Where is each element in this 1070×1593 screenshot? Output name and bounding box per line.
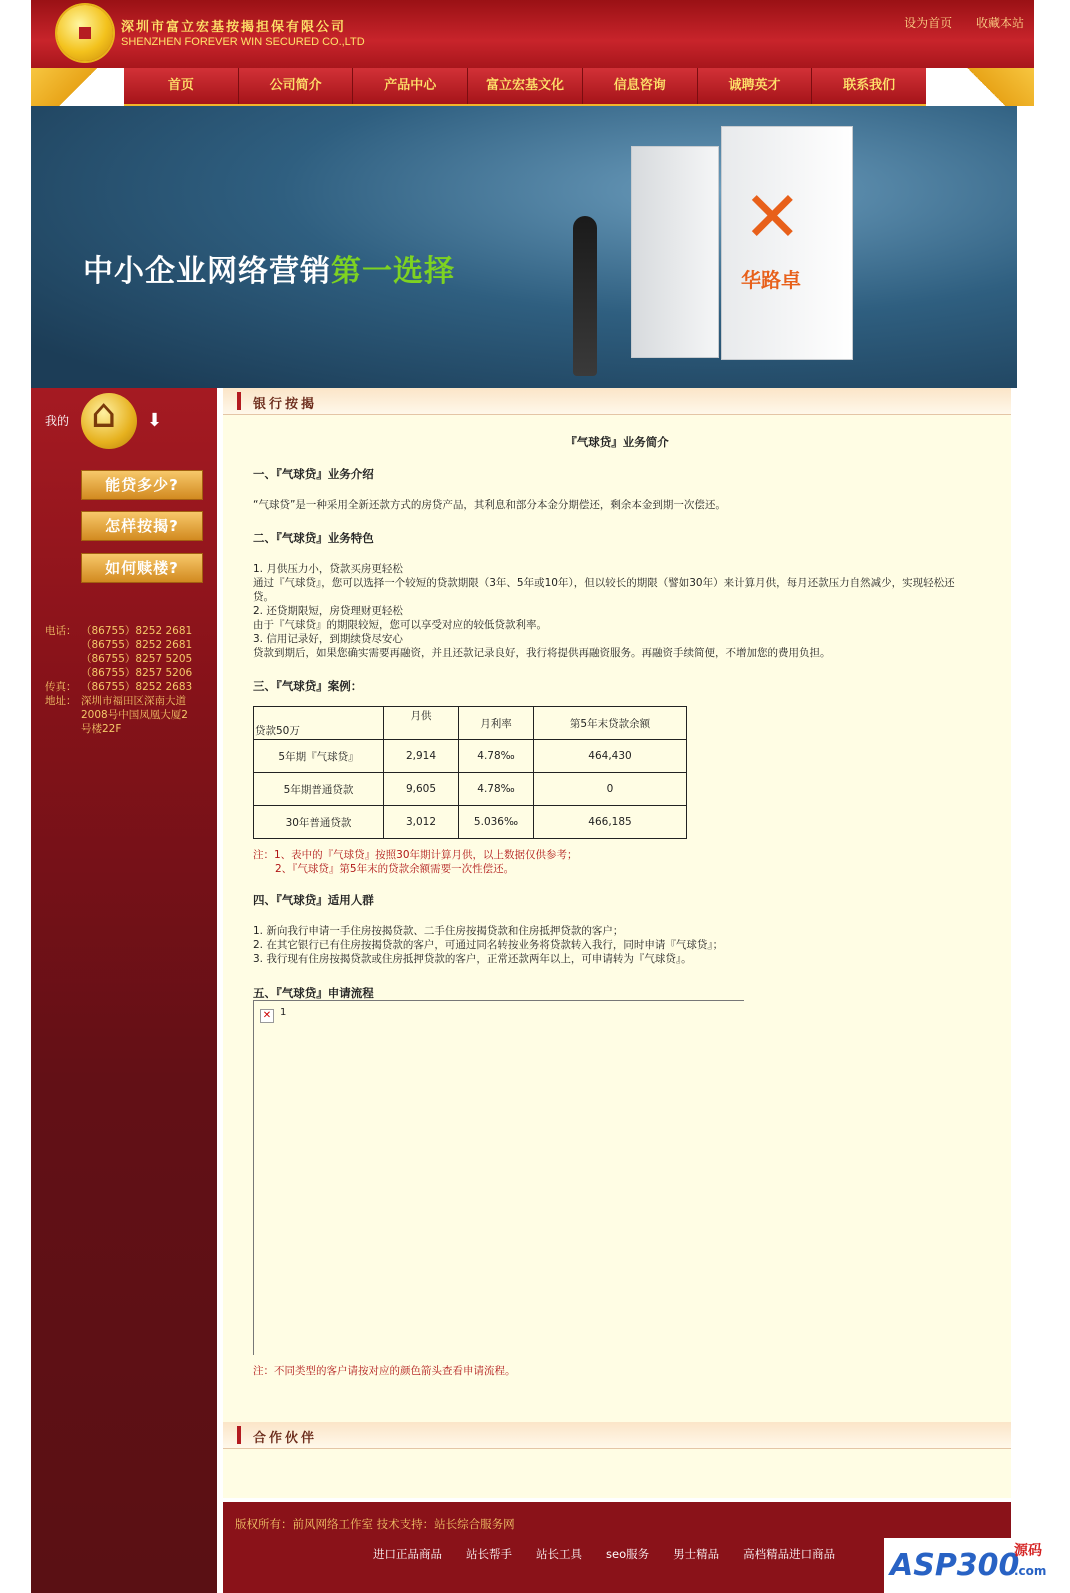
- phone-value: （86755）8257 5205: [81, 653, 193, 665]
- copyright-text: 版权所有：前风网络工作室 技术支持：站长综合服务网: [235, 1517, 515, 1531]
- heading-process: 五、『气球贷』申请流程: [253, 986, 374, 1000]
- arrow-down-icon: ⬇: [147, 410, 163, 431]
- table-notes: [253, 848, 973, 876]
- hero-banner[interactable]: [31, 106, 1017, 388]
- nav-jobs[interactable]: 诚聘英才: [698, 68, 813, 104]
- table-cell: 464,430: [534, 740, 687, 773]
- nav-culture[interactable]: 富立宏基文化: [468, 68, 583, 104]
- partners-title: 合作伙伴: [253, 1431, 318, 1446]
- phone-label: [45, 666, 81, 680]
- bookmark-link[interactable]: 收藏本站: [975, 16, 1024, 30]
- partners-header: [223, 1422, 1011, 1449]
- nav-info[interactable]: 信息咨询: [583, 68, 698, 104]
- table-row: [254, 740, 687, 773]
- main-content: [223, 388, 1011, 1498]
- phone-value: （86755）8257 5206: [81, 667, 193, 679]
- audience-list: [253, 924, 973, 966]
- table-row: [254, 806, 687, 839]
- table-header-row: [254, 707, 687, 740]
- article-title: 『气球贷』业务简介: [565, 435, 669, 449]
- table-cell: 0: [534, 773, 687, 806]
- company-logo-icon[interactable]: [57, 5, 113, 61]
- address-value: 深圳市福田区深南大道2008号中国凤凰大厦2号楼22F: [81, 695, 188, 735]
- banner-cube-left: [631, 146, 719, 358]
- site-header: [31, 0, 1034, 68]
- fax-value: （86755）8252 2683: [81, 681, 193, 693]
- address-label: 地址：: [45, 695, 77, 707]
- table-cell: 5年期『气球贷』: [254, 740, 384, 773]
- set-homepage-link[interactable]: 设为首页: [904, 16, 953, 30]
- features-list: [253, 562, 973, 660]
- footer-link[interactable]: 站长帮手: [466, 1547, 512, 1561]
- phone-label: [45, 652, 81, 666]
- intro-text: “气球贷”是一种采用全新还款方式的房贷产品，其利息和部分本金分期偿还，剩余本金到期一次偿还。: [253, 499, 726, 511]
- table-cell: 4.78‰: [459, 740, 534, 773]
- nav-left-ornament: [31, 68, 126, 106]
- footer-link[interactable]: 进口正品商品: [373, 1547, 442, 1561]
- process-image-frame: [253, 1000, 744, 1355]
- nav-products[interactable]: 产品中心: [353, 68, 468, 104]
- table-cell: 466,185: [534, 806, 687, 839]
- nav-contact[interactable]: 联系我们: [843, 78, 896, 93]
- note-line: 注：1、表中的『气球贷』按照30年期计算月供，以上数据仅供参考；: [253, 849, 578, 861]
- how-redeem-button[interactable]: 如何赎楼?: [81, 553, 203, 583]
- phone-value: （86755）8252 2681: [81, 639, 193, 651]
- watermark-text: ASP300: [890, 1548, 1020, 1583]
- left-sidebar: [31, 388, 217, 1593]
- phone-label: [45, 638, 81, 652]
- footer-links: [373, 1546, 859, 1562]
- banner-brand-name: 华路卓: [741, 268, 801, 292]
- table-cell: 5.036‰: [459, 806, 534, 839]
- phone-value: （86755）8252 2681: [81, 625, 193, 637]
- feature-line: 由于『气球贷』的期限较短，您可以享受对应的较低贷款利率。: [253, 619, 547, 631]
- watermark-text: 源码: [1014, 1543, 1042, 1559]
- table-header-cell: 月供: [384, 707, 459, 740]
- heading-features: 二、『气球贷』业务特色: [253, 531, 374, 545]
- mine-label: 我的: [45, 414, 70, 428]
- asp300-watermark-logo: [884, 1538, 1060, 1593]
- nav-right-ornament: [939, 68, 1034, 106]
- footer-link[interactable]: 站长工具: [536, 1547, 582, 1561]
- heading-intro: 一、『气球贷』业务介绍: [253, 467, 374, 481]
- fax-label: 传真：: [45, 681, 77, 693]
- footer-link[interactable]: 高档精品进口商品: [743, 1547, 836, 1561]
- feature-line: 贷款到期后，如果您确实需要再融资，并且还款记录良好，我行将提供再融资服务。再融资手续简便，不增加您的费用负担。: [253, 647, 831, 659]
- audience-line: 2. 在其它银行已有住房按揭贷款的客户，可通过同名转按业务将贷款转入我行，同时申请『气球贷』；: [253, 939, 724, 951]
- company-name-en: SHENZHEN FOREVER WIN SECURED CO.,LTD: [121, 36, 365, 48]
- feature-line: 2. 还贷期限短，房贷理财更轻松: [253, 605, 403, 617]
- main-nav: [124, 68, 926, 106]
- banner-slogan: 中小企业网络营销第一选择: [83, 254, 455, 289]
- footer-link[interactable]: seo服务: [606, 1547, 650, 1561]
- house-icon: [81, 393, 137, 449]
- table-cell: 2,914: [384, 740, 459, 773]
- businessman-figure: [573, 216, 597, 376]
- audience-line: 3. 我行现有住房按揭贷款或住房抵押贷款的客户，正常还款两年以上，可申请转为『气球贷』。: [253, 953, 692, 965]
- section-title: 银行按揭: [253, 397, 318, 412]
- audience-line: 1. 新向我行申请一手住房按揭贷款、二手住房按揭贷款和住房抵押贷款的客户；: [253, 925, 624, 937]
- case-table: [253, 706, 687, 839]
- feature-line: 3. 信用记录好，到期续贷尽安心: [253, 633, 403, 645]
- table-cell: 4.78‰: [459, 773, 534, 806]
- company-name-cn: 深圳市富立宏基按揭担保有限公司: [121, 20, 347, 35]
- table-cell: 3,012: [384, 806, 459, 839]
- section-marker: [237, 1426, 241, 1444]
- phone-label: 电话：: [45, 625, 77, 637]
- how-much-loan-button[interactable]: 能贷多少?: [81, 470, 203, 500]
- feature-line: 通过『气球贷』，您可以选择一个较短的贷款期限（3年、5年或10年），但以较长的期限（譬如30年）来计算月供，每月还款压力自然减少，实现轻松还贷。: [253, 577, 955, 603]
- contact-info: [45, 624, 193, 736]
- heading-case: 三、『气球贷』案例：: [253, 679, 363, 693]
- table-header-cell: 贷款50万: [254, 707, 384, 740]
- main-nav-bar: [31, 68, 1034, 106]
- image-alt-text: 1: [280, 1007, 287, 1018]
- table-header-cell: 第5年末贷款余额: [534, 707, 687, 740]
- how-mortgage-button[interactable]: 怎样按揭?: [81, 511, 203, 541]
- table-row: [254, 773, 687, 806]
- table-cell: 9,605: [384, 773, 459, 806]
- brand-x-logo-icon: ✕: [743, 176, 802, 258]
- table-cell: 30年普通贷款: [254, 806, 384, 839]
- top-links: [884, 14, 1024, 31]
- watermark-text: .com: [1014, 1564, 1047, 1578]
- section-marker: [237, 392, 241, 410]
- nav-about[interactable]: 公司简介: [239, 68, 354, 104]
- heading-audience: 四、『气球贷』适用人群: [253, 893, 374, 907]
- table-cell: 5年期普通贷款: [254, 773, 384, 806]
- feature-line: 1. 月供压力小，贷款买房更轻松: [253, 563, 403, 575]
- process-note: 注：不同类型的客户请按对应的颜色箭头查看申请流程。: [253, 1365, 516, 1377]
- table-header-cell: 月利率: [459, 707, 534, 740]
- note-line: 2、『气球贷』第5年末的贷款余额需要一次性偿还。: [275, 863, 515, 875]
- broken-image-icon: ✕: [260, 1009, 274, 1023]
- footer-link[interactable]: 男士精品: [673, 1547, 720, 1561]
- section-header: [223, 388, 1011, 415]
- nav-home[interactable]: 首页: [124, 68, 239, 104]
